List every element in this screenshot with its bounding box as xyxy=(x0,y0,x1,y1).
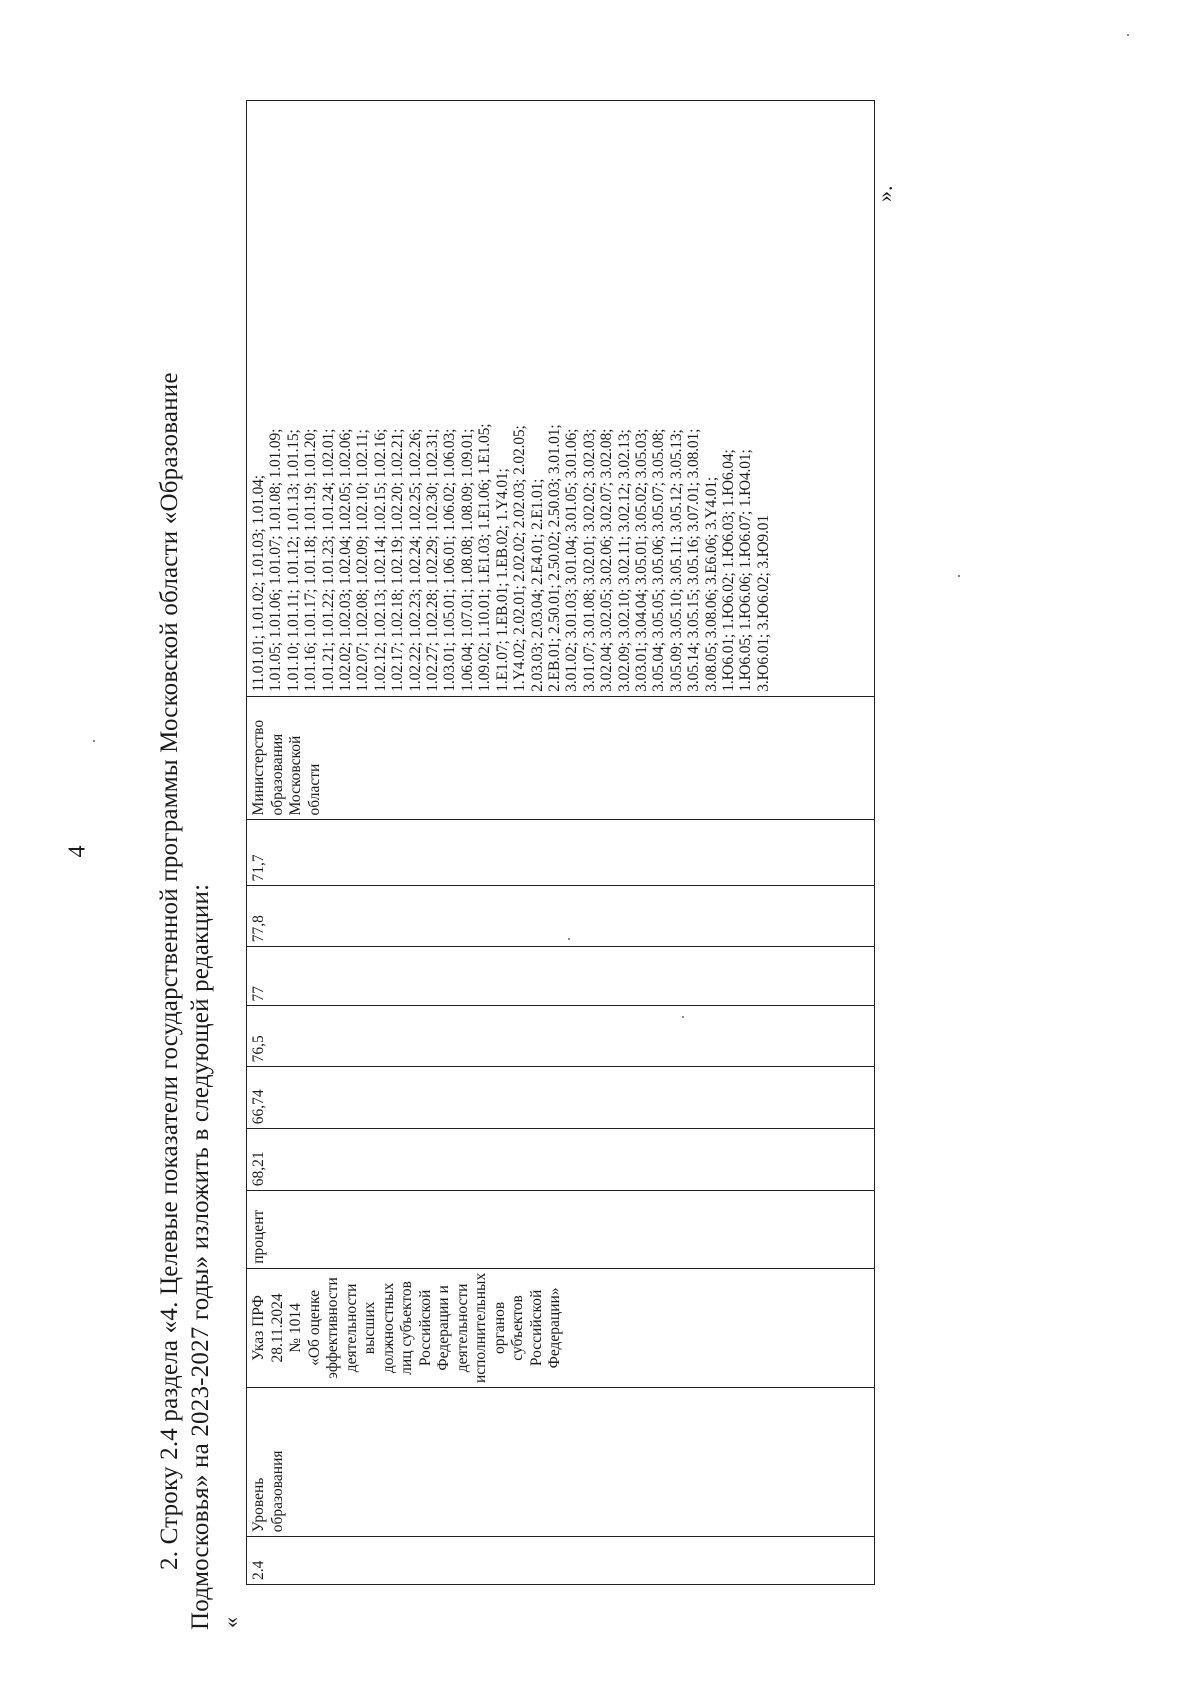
open-quote: « xyxy=(218,1617,243,1628)
code-line: 1.Ю6.01; 1.Ю6.02; 1.Ю6.03; 1.Ю6.04; xyxy=(719,449,737,692)
scan-speck xyxy=(568,938,570,940)
code-line: 3.01.07; 3.01.08; 3.02.01; 3.02.02; 3.02.03; xyxy=(580,428,598,692)
heading-line-1: 2. Строку 2.4 раздела «4. Целевые показатели государственной программы Московской области «Образование xyxy=(156,372,183,1570)
scan-speck xyxy=(682,1016,684,1018)
code-line: 2.03.03; 2.03.04; 2.E4.01; 2.E1.01; xyxy=(528,478,546,692)
document-line: Российской xyxy=(527,1289,545,1367)
indicator-name-cell: Уровень образования xyxy=(247,1388,875,1537)
code-line: 1.Ю6.05; 1.Ю6.06; 1.Ю6.07; 1.Ю4.01; xyxy=(737,449,755,692)
value-cell-1: 68,21 xyxy=(247,1129,875,1191)
code-line: 3.01.02; 3.01.03; 3.01.04; 3.01.05; 3.01.06; xyxy=(563,428,581,692)
code-line: 3.Ю6.01; 3.Ю6.02; 3.Ю9.01 xyxy=(754,515,772,692)
document-line: 28.11.2024 xyxy=(268,1293,286,1363)
page-number: 4 xyxy=(64,845,91,858)
code-line: 1.02.07; 1.02.08; 1.02.09; 1.02.10; 1.02.11; xyxy=(354,429,372,692)
responsible-line: области xyxy=(305,763,323,816)
codes-cell xyxy=(247,101,875,697)
code-line: 1.01.16; 1.01.17; 1.01.18; 1.01.19; 1.01.20; xyxy=(302,428,320,692)
code-line: 1.01.05; 1.01.06; 1.01.07; 1.01.08; 1.01.09; xyxy=(267,428,285,692)
code-line: 1.01.10; 1.01.11; 1.01.12; 1.01.13; 1.01.15; xyxy=(284,429,302,692)
value-cell-3: 76,5 xyxy=(247,1006,875,1067)
code-line: 3.02.09; 3.02.10; 3.02.11; 3.02.12; 3.02.13; xyxy=(615,429,633,692)
document-line: «Об оценке xyxy=(305,1289,323,1366)
document-cell xyxy=(247,1268,875,1387)
close-quote: ». xyxy=(872,185,897,202)
code-line: 1.02.02; 1.02.03; 1.02.04; 1.02.05; 1.02.06; xyxy=(337,428,355,692)
scan-speck xyxy=(958,575,960,577)
row-number-cell: 2.4 xyxy=(247,1537,875,1585)
responsible-line: Московской xyxy=(287,735,304,816)
responsible-line: Министерство xyxy=(250,719,267,816)
document-line: Российской xyxy=(416,1289,434,1367)
document-line: должностных xyxy=(379,1282,397,1374)
document-line: Федерации и xyxy=(435,1285,452,1371)
document-line: Указ ПРФ xyxy=(250,1295,267,1361)
code-line: 1.09.02; 1.10.01; 1.E1.03; 1.E1.06; 1.E1.05; xyxy=(476,423,494,692)
value-cell-6: 71,7 xyxy=(247,820,875,886)
code-line: 3.05.09; 3.05.10; 3.05.11; 3.05.12; 3.05.13; xyxy=(667,429,685,692)
code-line: 2.EB.01; 2.50.01; 2.50.02; 2.50.03; 3.01.01; xyxy=(545,424,563,692)
indicator-table xyxy=(246,100,875,1585)
value-cell-5: 77,8 xyxy=(247,886,875,947)
document-line: деятельности xyxy=(342,1283,360,1373)
code-line: 3.03.01; 3.04.04; 3.05.01; 3.05.02; 3.05.03; xyxy=(632,428,650,692)
value-cell-4: 77 xyxy=(247,947,875,1006)
code-line: 1.02.22; 1.02.23; 1.02.24; 1.02.25; 1.02.26; xyxy=(406,428,424,692)
code-line: 3.05.14; 3.05.15; 3.05.16; 3.07.01; 3.08.01; xyxy=(685,428,703,692)
code-line: 11.01.01; 1.01.02; 1.01.03; 1.01.04; xyxy=(250,475,267,692)
unit-cell: процент xyxy=(247,1191,875,1269)
document-line: деятельности xyxy=(453,1283,471,1373)
scan-speck xyxy=(93,740,95,742)
document-line: № 1014 xyxy=(287,1303,304,1353)
document-line: Федерации» xyxy=(546,1287,563,1369)
code-line: 1.02.27; 1.02.28; 1.02.29; 1.02.30; 1.02.31; xyxy=(424,428,442,692)
responsible-line: образования xyxy=(268,733,286,816)
code-line: 1.02.12; 1.02.13; 1.02.14; 1.02.15; 1.02.16; xyxy=(371,428,389,692)
code-line: 3.08.05; 3.08.06; 3.E6.06; 3.Y4.01; xyxy=(702,476,720,692)
code-line: 3.02.04; 3.02.05; 3.02.06; 3.02.07; 3.02.08; xyxy=(598,428,616,692)
document-line: субъектов xyxy=(509,1295,526,1361)
heading-line-2: Подмосковья» на 2023-2027 годы» изложить в следующей редакции: xyxy=(187,883,214,1630)
code-line: 1.02.17; 1.02.18; 1.02.19; 1.02.20; 1.02.21; xyxy=(389,428,407,692)
code-line: 3.05.04; 3.05.05; 3.05.06; 3.05.07; 3.05.08; xyxy=(650,428,668,692)
table-row xyxy=(247,101,875,1585)
rotated-content xyxy=(150,100,950,1640)
document-line: лиц субъектов xyxy=(398,1281,415,1375)
document-line: органов xyxy=(490,1301,508,1354)
code-line: 1.03.01; 1.05.01; 1.06.01; 1.06.02; 1.06.03; xyxy=(441,428,459,692)
document-line: исполнительных xyxy=(472,1272,489,1384)
code-line: 1.06.04; 1.07.01; 1.08.08; 1.08.09; 1.09.01; xyxy=(458,428,476,692)
document-line: высших xyxy=(361,1301,378,1355)
document-line: эффективности xyxy=(324,1277,341,1379)
code-line: 1.E1.07; 1.EB.01; 1.EB.02; 1.Y4.01; xyxy=(493,468,511,692)
scan-speck xyxy=(1127,34,1129,36)
code-line: 1.01.21; 1.01.22; 1.01.23; 1.01.24; 1.02.01; xyxy=(319,428,337,692)
responsible-cell xyxy=(247,696,875,820)
code-line: 1.Y4.02; 2.02.01; 2.02.02; 2.02.03; 2.02.05; xyxy=(511,425,529,692)
value-cell-2: 66,74 xyxy=(247,1067,875,1129)
